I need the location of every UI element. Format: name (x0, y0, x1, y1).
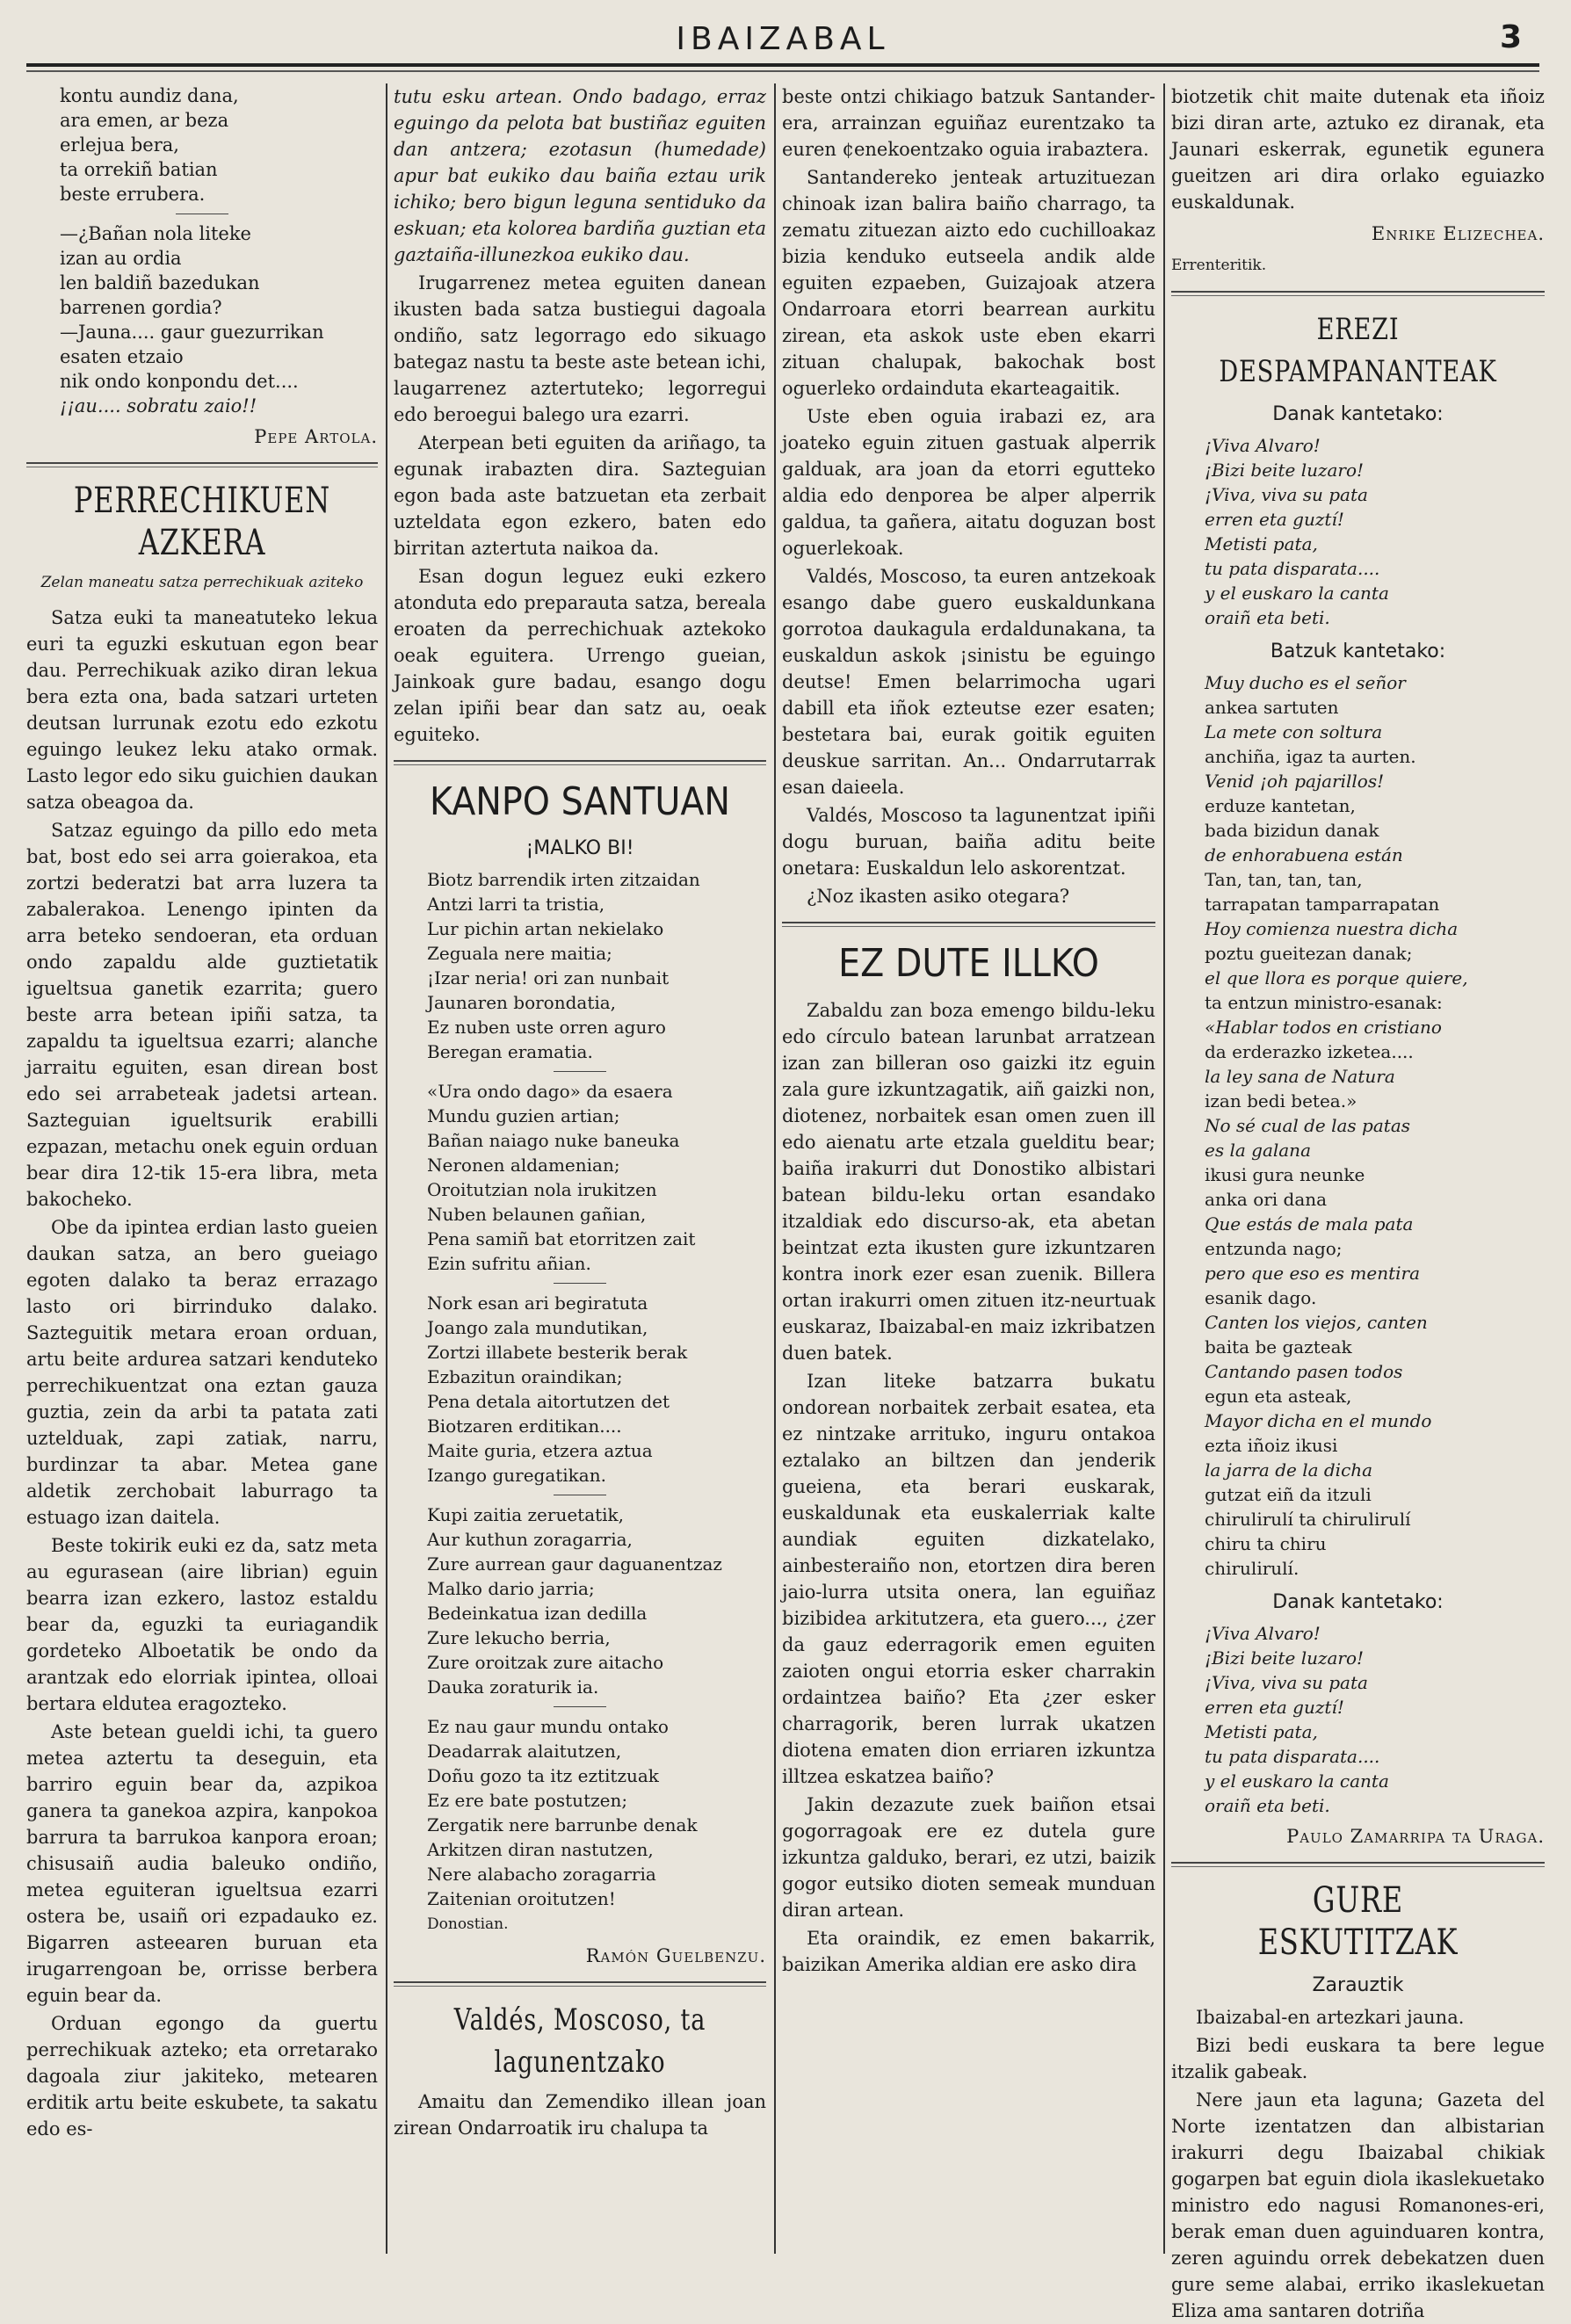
verse-line: Ezbazitun oraindikan; (427, 1366, 623, 1387)
verse-line: Maite guria, etzera aztua (427, 1440, 653, 1461)
verse-line: Nork esan ari begiratuta (427, 1292, 648, 1314)
poem-stanza (394, 1291, 766, 1488)
verse-line: Deadarrak alaitutzen, (427, 1741, 622, 1762)
verse-line: No sé cual de las patas (1205, 1115, 1411, 1136)
verse-line: barrenen gordia? (60, 297, 222, 318)
verse-line: Ezin sufritu añian. (427, 1253, 591, 1274)
verse-line: Ez nuben uste orren aguro (427, 1017, 666, 1038)
song-part-1 (1171, 433, 1545, 630)
column-4 (1171, 83, 1545, 2321)
verse-line: la ley sana de Natura (1205, 1066, 1395, 1087)
verse-line: de enhorabuena están (1205, 844, 1403, 865)
column-divider (1163, 83, 1165, 2254)
verse-line: ¡Bizi beite luzaro! (1205, 1647, 1365, 1669)
paragraph: Nere jaun eta laguna; Gazeta del Norte izentatzen dan albistarian irakurri degu Ibaizabal chikiak gogarpen bat eguin diola ikaslekuetako ministro edo nagusi Romanones-eri, berak eman duen aguinduaren kontra, zeren aguindu orrek debekatzen duen gure seme alabai, erriko ikaslekuetan Eliza ama santaren dotriña (1171, 2089, 1545, 2321)
verse-line: oraiñ eta beti. (1205, 1795, 1330, 1816)
verse-line: chiru ta chiru (1205, 1533, 1327, 1554)
verse-line: tarrapatan tamparrapatan (1205, 894, 1440, 915)
verse-line: gutzat eiñ da itzuli (1205, 1484, 1372, 1505)
verse-line: chirulirulí. (1205, 1558, 1300, 1579)
poem-dialog (26, 221, 378, 418)
column-2 (394, 83, 766, 2254)
poem-stanza (394, 1502, 766, 1699)
verse-line: ¡Viva, viva su pata (1205, 484, 1368, 505)
verse-line: Venid ¡oh pajarillos! (1205, 771, 1385, 792)
separator (1171, 291, 1545, 296)
paragraph: biotzetik chit maite dutenak eta iñoiz bizi diran arte, aztuko ez diranak, eta Jaunari eskerrak, egunetik egunera gueitzen ari dira orlako eguiazko euskaldunak. (1171, 86, 1545, 213)
verse-line: chirulirulí ta chirulirulí (1205, 1509, 1411, 1530)
paragraph: Satzaz eguingo da pillo edo meta bat, bost edo sei arra goierakoa, eta zortzi bederatzi bat arra luzera ta zabalerakoa. Lenengo ipinten da arra beteko sendoeran, eta orduan ondo zapaldu alde guztietatik igueltsua ganetik ezarrita; guero beste arra betean ipiñi satza, ta zapaldu ta igueltsua ezarri; alanche jarraitu eguiten, esan direan bost edo sei arrabeteak jadetsi artean. Sazteguian igueltsurik erabilli ezpazan, metachu onek eguin orduan bear dira 12-tik 15-era libra, meta bakocheko. (26, 820, 378, 1210)
paragraph: Aterpean beti eguiten da ariñago, ta egunak irabazten dira. Sazteguian egon bada aste batzuetan eta zerbait uzteldata egon ezkero, baten edo birritan aztertuta naikoa da. (394, 432, 766, 559)
verse-line: Zeguala nere maitia; (427, 943, 612, 964)
verse-line: anchiña, igaz ta aurten. (1205, 746, 1416, 767)
paragraph: Amaitu dan Zemendiko illean joan zirean Ondarroatik iru chalupa ta (394, 2091, 766, 2139)
poem-top (26, 83, 378, 206)
verse-line: Izango guregatikan. (427, 1465, 606, 1486)
verse-line: Malko dario jarria; (427, 1578, 595, 1599)
paragraph: Satza euki ta maneatuteko lekua euri ta eguzki eskutuan egon bear dau. Perrechikuak aziko diran lekua bera ezta ona, bada satzari urteten deutsan lurrunak ezotu edo ezkotu eguingo leukez leku atako ormak. Lasto legor edo siku guichien daukan satza obeagoa da. (26, 607, 378, 813)
paragraph: Bizi bedi euskara ta bere legue itzalik gabeak. (1171, 2035, 1545, 2082)
verse-line: Arkitzen diran nastutzen, (427, 1839, 654, 1860)
page-number: 3 (1499, 19, 1522, 55)
verse-line: ¡Izar neria! ori zan nunbait (427, 967, 670, 988)
section-label: Danak kantetako: (1272, 403, 1444, 425)
verse-line: tu pata disparata.... (1205, 1746, 1380, 1767)
verse-line: tu pata disparata.... (1205, 558, 1380, 579)
verse-line: baita be gazteak (1205, 1336, 1352, 1357)
paragraph: Aste betean gueldi ichi, ta guero metea aztertu ta deseguin, eta barriro eguin bear da, azpikoa ganera ta ganekoa azpira, kanpokoa barrura ta barrukoa kanpora eroan; chisusaiñ audia baleuko ondiño, metea eguiteran igueltsua ezarri ostera be, usaiñ ori ezpadauko ez. Bigarren asteearen buruan eta irugarrengoan be, orrisse berbera eguin bear da. (26, 1721, 378, 2006)
place-line: Errenteritik. (1171, 257, 1267, 274)
signature: Pepe Artola. (254, 426, 378, 447)
paragraph: Orduan egongo da guertu perrechikuak azteko; eta orretarako dagoala ziur jakiteko, metearen erditik artu beite eskubete, ta sakatu edo es- (26, 2013, 378, 2139)
separator (1171, 1862, 1545, 1867)
separator (394, 760, 766, 765)
paragraph: Beste tokirik euki ez da, satz meta au egurasean (aire librian) eguin bearra izan ezkero, lastoz estaldu bear da, eguzki ta euriagandik gordeteko Alboetatik be ondo da arantzak edo elorriak ipintea, olloai bertara eldutea eragozteko. (26, 1535, 378, 1714)
verse-line: y el euskaro la canta (1205, 583, 1389, 604)
verse-line: —¿Bañan nola liteke (60, 223, 251, 244)
verse-line: «Ura ondo dago» da esaera (427, 1081, 673, 1102)
song-part-2 (1171, 670, 1545, 1581)
signature: Ramón Guelbenzu. (585, 1945, 766, 1966)
verse-line: Neronen aldamenian; (427, 1155, 620, 1176)
verse-line: Zaitenian oroitutzen! (427, 1888, 616, 1909)
verse-line: Muy ducho es el señor (1205, 672, 1406, 693)
verse-line: Que estás de mala pata (1205, 1213, 1414, 1234)
verse-line: ezta iñoiz ikusi (1205, 1435, 1338, 1456)
column-divider (386, 83, 387, 2254)
separator (394, 1981, 766, 1987)
poem-title: ¡MALKO BI! (525, 837, 634, 859)
verse-line: ¡Bizi beite luzaro! (1205, 460, 1365, 481)
verse-line: erren eta guztí! (1205, 509, 1344, 530)
verse-line: la jarra de la dicha (1205, 1459, 1373, 1481)
poem-stanza (394, 1714, 766, 1911)
verse-line: egun eta asteak, (1205, 1386, 1352, 1407)
verse-line: Mayor dicha en el mundo (1205, 1410, 1432, 1431)
article-heading: GURE ESKUTITZAK (1257, 1880, 1459, 1963)
verse-line: izan bedi betea.» (1205, 1090, 1357, 1111)
separator (554, 1706, 606, 1707)
article-heading: EREZI DESPAMPANANTEAK (1219, 312, 1497, 389)
verse-line: y el euskaro la canta (1205, 1770, 1389, 1792)
verse-line: Mundu guzien artian; (427, 1105, 620, 1126)
verse-line: nik ondo konpondu det.... (60, 371, 299, 392)
article-heading: KANPO SANTUAN (429, 779, 731, 824)
verse-line: Lur pichin artan nekielako (427, 918, 664, 939)
verse-line: Zure lekucho berria, (427, 1627, 611, 1648)
verse-line: erren eta guztí! (1205, 1697, 1344, 1718)
paragraph: Irugarrenez metea eguiten danean ikusten bada satza bustiegui dagoala ondiño, satz legorrago edo sikuago bategaz nastu ta beste aste betean ichi, laugarrenez aztertuteko; legorregui edo beroegui balego ura ezarri. (394, 272, 766, 425)
song-part-3 (1171, 1621, 1545, 1818)
column-divider (774, 83, 776, 2254)
verse-line: el que llora es porque quiere, (1205, 967, 1468, 988)
verse-line: ta orrekiñ batian (60, 159, 218, 180)
verse-line: izan au ordia (60, 248, 182, 269)
verse-line: erduze kantetan, (1205, 795, 1356, 816)
paragraph: Izan liteke batzarra bukatu ondorean norbaitek zerbait esatea, eta ez nintzake arrituko, inguru ontakoa eztalako an biltzen dan jenderik gueiena, eta berari euskarak, euskaldunak eta euskalerriak kalte aundiak eguiten dizkatelako, ainbesteraiño non, etortzen dira beren jaio-lurra utsita onera, lan eguiñaz bizibidea arkitutzera, eta guero..., ¿zer da gauz ederragorik emen eguiten zaioten ongui etorria esker charrakin ordaintzea baiño? Eta ¿zer esker charragorik, beren lurrak ukatzen diotena ematen dion erriaren izkuntza illtzea eskatzea baiño? (782, 1371, 1155, 1787)
verse-line: Doñu gozo ta itz eztitzuak (427, 1765, 659, 1786)
verse-line: Canten los viejos, canten (1205, 1312, 1428, 1333)
newspaper-title: IBAIZABAL (676, 21, 890, 57)
verse-line: Nere alabacho zoragarria (427, 1864, 656, 1885)
verse-line: da erderazko izketea.... (1205, 1041, 1414, 1062)
paragraph: Santandereko jenteak artuzituezan chinoak izan balira baiño charrago, ta zematu zituezan aizto edo cuchilloakaz bizia kenduko eutseela andik alde eguiten ezpaeben, Guizajoak atzera Ondarroara etorri bearrean aurkitu zirean, eta askok uste eben ekarri zituan chalupak, bakochak bost oguerleko ordainduta ekarteagaitik. (782, 167, 1155, 399)
verse-line: len baldiñ bazedukan (60, 272, 260, 293)
verse-line: Pena samiñ bat etorritzen zait (427, 1228, 696, 1249)
masthead (26, 18, 1539, 70)
verse-line: anka ori dana (1205, 1189, 1328, 1210)
verse-line: esanik dago. (1205, 1287, 1317, 1308)
verse-line: Zergatik nere barrunbe denak (427, 1814, 698, 1835)
verse-line: ¡Viva Alvaro! (1205, 435, 1321, 456)
paragraph: ¿Noz ikasten asiko otegara? (807, 886, 1070, 907)
verse-line: kontu aundiz dana, (60, 85, 239, 106)
paragraph: Obe da ipintea erdian lasto gueien daukan satza, an bero gueiago egoten dalako ta beraz errazago lasto ori birrinduko dalako. Sazteguitik metara eroan orduan, artu beite ardurea satzari kenduteko perrechikuentzat ona eztan gauza guztia, zein da arbi ta patata zati uztelduak, zapi zatiak, narru, burdinzar ta abar. Metea gane aldetik zerchobait laburrago ta estuago izan daitela. (26, 1217, 378, 1528)
paragraph: Uste eben oguia irabazi ez, ara joateko eguin zituen gastuak alperrik galduak, ara joan da etorri egutteko aldia edo denporea be alper alperrik galdua, ta gañera, aitatu doguzan bost oguerlekoak. (782, 406, 1155, 559)
verse-line: Cantando pasen todos (1205, 1361, 1403, 1382)
verse-line: Bañan naiago nuke baneuka (427, 1130, 680, 1151)
verse-line: Joango zala mundutikan, (427, 1317, 648, 1338)
paragraph: Esan dogun leguez euki ezkero atonduta edo preparauta satza, bereala eroaten da perrechichuak aztekoko oeak eguitera. Urrengo gueian, Jainkoak gure badau, esango dogu zelan ipiñi bear dan satz au, oeak eguiteko. (394, 566, 766, 745)
article-heading: EZ DUTE ILLKO (838, 941, 1099, 986)
place-line: Donostian. (427, 1915, 509, 1933)
section-label: Batzuk kantetako: (1270, 641, 1446, 662)
paragraph: tutu esku artean. Ondo badago, erraz eguingo da pelota bat bustiñaz eguiten dan antzera; ezotasun (humedade) apur bat eukiko dau baiña eztau urik ichiko; bero bigun leguna sentiduko da eskuan; eta kolorea bardiña guztian eta gaztaiña-illunezkoa eukiko dau. (394, 86, 766, 265)
article-subheading: Zarauztik (1312, 1974, 1404, 1996)
paragraph: Zabaldu zan boza emengo bildu-leku edo círculo batean larunbat arratzean izan zan billeran oso gaizki itz eguin zala gure izkuntzagatik, aiñ gaizki non, diotenez, norbaitek esan omen zuen ill edo aienatu arte etzala guelditu bear; baiña irakurri dut Donostiko albistari batean bildu-leku ortan esandako itzaldiak edo discurso-ak, eta abetan beintzat ezta ikusten gure izkuntzaren kontra inork ezer esan zuenik. Billera ortan irakurri omen zituen itz-neurtuak euskaraz, Ibaizabal-en maiz izkribatzen duen batek. (782, 1000, 1155, 1364)
masthead-rule (26, 63, 1539, 67)
paragraph: Eta oraindik, ez emen bakarrik, baizikan Amerika aldian ere asko dira (782, 1928, 1155, 1975)
verse-line: Metisti pata, (1205, 533, 1318, 554)
paragraph: Ibaizabal-en artezkari jauna. (1196, 2007, 1465, 2028)
verse-line: bada bizidun danak (1205, 820, 1379, 841)
verse-line: ikusi gura neunke (1205, 1164, 1365, 1185)
poem-stanza (394, 1079, 766, 1276)
signature: Paulo Zamarripa ta Uraga. (1286, 1826, 1545, 1847)
verse-line: Biotz barrendik irten zitzaidan (427, 869, 700, 890)
verse-line: ¡Viva Alvaro! (1205, 1623, 1321, 1644)
verse-line: Tan, tan, tan, tan, (1205, 869, 1363, 890)
verse-line: ankea sartuten (1205, 697, 1339, 718)
verse-line: Hoy comienza nuestra dicha (1205, 918, 1459, 939)
verse-line: «Hablar todos en cristiano (1205, 1017, 1442, 1038)
verse-line: La mete con soltura (1205, 721, 1383, 742)
verse-line: —Jauna.... gaur guezurrikan (60, 322, 324, 343)
paragraph: Valdés, Moscoso, ta euren antzekoak esango dabe guero euskaldunkana gorrotoa daukagula erdaldunakana, ta euskaldun askok ¡sinistu be eguingo deutse! Emen belarrimocha ugari dabill eta iñok ezteutse ezer esaten; bestetara bai, eurak goitik eguiten deuskue sarritan. An... Ondarrutarrak esan daieela. (782, 566, 1155, 798)
separator (782, 922, 1155, 927)
poem-stanza (394, 867, 766, 1064)
verse-line: pero que eso es mentira (1205, 1263, 1421, 1284)
separator (26, 462, 378, 467)
verse-line: Dauka zoraturik ia. (427, 1676, 599, 1698)
verse-line: Metisti pata, (1205, 1721, 1318, 1742)
verse-line: Biotzaren erditikan.... (427, 1415, 622, 1437)
verse-line: Beregan eramatia. (427, 1041, 593, 1062)
paragraph: beste ontzi chikiago batzuk Santander-era, arrainzan eguiñaz eurentzako ta euren ¢enekoentzako oguia irabaztera. (782, 86, 1155, 160)
verse-line: Nuben belaunen gañian, (427, 1204, 647, 1225)
column-1 (26, 83, 378, 2254)
verse-line: poztu gueitezan danak; (1205, 943, 1413, 964)
verse-line: oraiñ eta beti. (1205, 607, 1330, 628)
separator (554, 1283, 606, 1284)
verse-line: Ez nau gaur mundu ontako (427, 1716, 669, 1737)
verse-line: entzunda nago; (1205, 1238, 1343, 1259)
verse-line: Bedeinkatua izan dedilla (427, 1603, 648, 1624)
verse-line: Zure aurrean gaur daguanentzaz (427, 1553, 722, 1575)
verse-line: es la galana (1205, 1140, 1311, 1161)
verse-line: Zortzi illabete besterik berak (427, 1342, 688, 1363)
verse-line: Jaunaren borondatia, (427, 992, 617, 1013)
verse-line: ¡¡au.... sobratu zaio!! (60, 395, 257, 416)
column-3 (782, 83, 1155, 2254)
verse-line: Antzi larri ta tristia, (427, 894, 605, 915)
paragraph: Valdés, Moscoso ta lagunentzat ipiñi dogu buruan, baiña aditu beite onetara: Euskaldun lelo askorentzat. (782, 805, 1155, 879)
article-heading: PERRECHIKUEN AZKERA (73, 481, 331, 563)
verse-line: ara emen, ar beza (60, 110, 229, 131)
verse-line: Aur kuthun zoragarria, (427, 1529, 633, 1550)
verse-line: Kupi zaitia zeruetatik, (427, 1504, 625, 1525)
verse-line: ta entzun ministro-esanak: (1205, 992, 1443, 1013)
verse-line: Zure oroitzak zure aitacho (427, 1652, 664, 1673)
verse-line: ¡Viva, viva su pata (1205, 1672, 1368, 1693)
verse-line: Oroitutzian nola irukitzen (427, 1179, 657, 1200)
verse-line: Ez ere bate postutzen; (427, 1790, 628, 1811)
separator (554, 1071, 606, 1072)
paragraph: Jakin dezazute zuek baiñon etsai gogorragoak ere ez dutela gure izkuntza galduko, berari, ez utzi, baizik gogor eutsiko dioten semeak munduan diran artean. (782, 1794, 1155, 1921)
verse-line: esaten etzaio (60, 346, 184, 367)
section-label: Danak kantetako: (1272, 1591, 1444, 1613)
verse-line: erlejua bera, (60, 134, 179, 156)
verse-line: Pena detala aitortutzen det (427, 1391, 670, 1412)
verse-line: beste errubera. (60, 184, 206, 205)
article-heading: Valdés, Moscoso, ta lagunentzako (453, 2002, 706, 2080)
article-subheading: Zelan maneatu satza perrechikuak aziteko (40, 574, 364, 591)
signature: Enrike Elizechea. (1371, 223, 1545, 244)
masthead-rule-thin (26, 70, 1539, 72)
